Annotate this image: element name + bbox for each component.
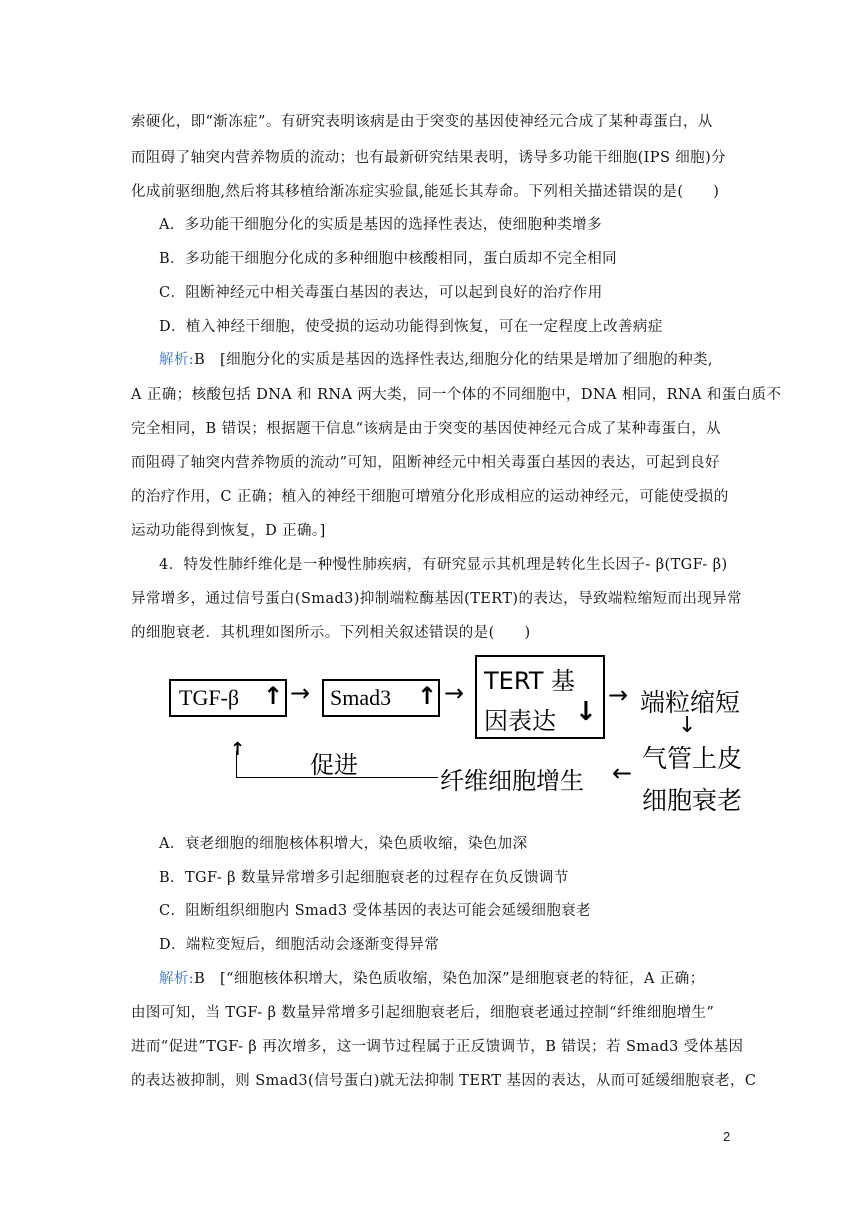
q3-option-d: D．植入神经干细胞，使受损的运动功能得到恢复，可在一定程度上改善病症 bbox=[159, 319, 663, 335]
page-number: 2 bbox=[723, 1129, 731, 1144]
airway-label-line-1: 气管上皮 bbox=[642, 744, 743, 773]
q3-option-c: C．阻断神经元中相关毒蛋白基因的表达，可以起到良好的治疗作用 bbox=[159, 285, 603, 301]
tert-label-line-1: TERT 基 bbox=[484, 667, 576, 695]
q3-analysis-first-line bbox=[159, 350, 759, 370]
q3-analysis-label: 解析: bbox=[159, 352, 195, 368]
smad3-up-arrow-icon: ↑ bbox=[417, 682, 438, 710]
q4-analysis-line-3: 进而“促进”TGF- β 再次增多，这一调节过程属于正反馈调节，B 错误；若 Smad3 受体基因 bbox=[131, 1039, 744, 1055]
q4-option-a: A．衰老细胞的细胞核体积增大，染色质收缩，染色加深 bbox=[159, 836, 528, 852]
arrow-telomere-to-airway-icon: ↓ bbox=[678, 713, 697, 738]
q4-analysis-line-2: 由图可知，当 TGF- β 数量异常增多引起细胞衰老后，细胞衰老通过控制“纤维细胞增生” bbox=[131, 1005, 715, 1021]
q4-analysis-text: B [“细胞核体积增大，染色质收缩，染色加深”是细胞衰老的特征，A 正确； bbox=[194, 971, 705, 987]
tert-box bbox=[475, 655, 605, 739]
tgf-up-arrow-icon: ↑ bbox=[263, 682, 284, 710]
q3-option-a: A．多功能干细胞分化的实质是基因的选择性表达，使细胞种类增多 bbox=[159, 217, 602, 233]
mechanism-diagram bbox=[160, 655, 760, 820]
q4-analysis-line-4: 的表达被抑制，则 Smad3(信号蛋白)就无法抑制 TERT 基因的表达，从而可延缓细胞衰老，C bbox=[131, 1073, 757, 1089]
q3-analysis-line-6: 运动功能得到恢复，D 正确。] bbox=[131, 523, 326, 539]
telomere-shortening-label: 端粒缩短 bbox=[640, 688, 741, 717]
fibro-proliferation-label: 纤维细胞增生 bbox=[440, 767, 584, 795]
arrow-tert-to-telomere-icon: → bbox=[608, 681, 629, 709]
arrow-smad-to-tert-icon: → bbox=[444, 679, 465, 707]
q4-stem-line-1: 4．特发性肺纤维化是一种慢性肺疾病，有研究显示其机理是转化生长因子- β(TGF- β) bbox=[159, 557, 728, 573]
feedback-up-arrow-icon: ↑ bbox=[230, 739, 246, 760]
q3-analysis-line-3: 完全相同，B 错误；根据题干信息“该病是由于突变的基因使神经元合成了某种毒蛋白，从 bbox=[131, 421, 722, 437]
tgf-box bbox=[169, 679, 287, 717]
q4-analysis-first-line bbox=[159, 969, 759, 989]
q3-option-b: B．多功能干细胞分化成的多种细胞中核酸相同，蛋白质却不完全相同 bbox=[159, 251, 618, 267]
q3-analysis-line-2: A 正确；核酸包括 DNA 和 RNA 两大类，同一个体的不同细胞中，DNA 相同，RNA 和蛋白质不 bbox=[131, 387, 782, 403]
q3-stem-line-1: 索硬化，即“渐冻症”。有研究表明该病是由于突变的基因使神经元合成了某种毒蛋白，从 bbox=[131, 114, 713, 130]
q3-stem-line-2: 而阻碍了轴突内营养物质的流动；也有最新研究结果表明，诱导多功能干细胞(IPS 细胞)分 bbox=[131, 150, 727, 166]
smad3-label: Smad3 bbox=[330, 685, 392, 710]
q4-analysis-label: 解析: bbox=[159, 971, 195, 987]
tert-down-arrow-icon: ↓ bbox=[575, 697, 597, 727]
arrow-airway-to-fibro-icon: ← bbox=[612, 759, 633, 787]
tert-label-line-2: 因表达 bbox=[484, 707, 556, 735]
q3-analysis-text: B [细胞分化的实质是基因的选择性表达,细胞分化的结果是增加了细胞的种类, bbox=[194, 352, 713, 368]
q3-analysis-line-4: 而阻碍了轴突内营养物质的流动”可知，阻断神经元中相关毒蛋白基因的表达，可起到良好 bbox=[131, 455, 720, 471]
q4-option-b: B．TGF- β 数量异常增多引起细胞衰老的过程存在负反馈调节 bbox=[159, 870, 569, 886]
promote-label: 促进 bbox=[310, 751, 358, 779]
q4-option-d: D．端粒变短后，细胞活动会逐渐变得异常 bbox=[159, 937, 440, 953]
q4-stem-line-3: 的细胞衰老．其机理如图所示。下列相关叙述错误的是( ) bbox=[131, 625, 531, 641]
q3-stem-line-3: 化成前驱细胞,然后将其移植给渐冻症实验鼠,能延长其寿命。下列相关描述错误的是( ) bbox=[131, 184, 720, 200]
smad3-box bbox=[322, 679, 440, 717]
q4-option-c: C．阻断组织细胞内 Smad3 受体基因的表达可能会延缓细胞衰老 bbox=[159, 903, 591, 919]
q4-stem-line-2: 异常增多，通过信号蛋白(Smad3)抑制端粒酶基因(TERT)的表达，导致端粒缩短而出现异常 bbox=[131, 591, 742, 607]
arrow-tgf-to-smad-icon: → bbox=[290, 679, 311, 707]
tgf-label: TGF-β bbox=[179, 685, 240, 710]
q3-analysis-line-5: 的治疗作用，C 正确；植入的神经干细胞可增殖分化形成相应的运动神经元，可能使受损的 bbox=[131, 489, 729, 505]
airway-label-line-2: 细胞衰老 bbox=[642, 786, 743, 815]
